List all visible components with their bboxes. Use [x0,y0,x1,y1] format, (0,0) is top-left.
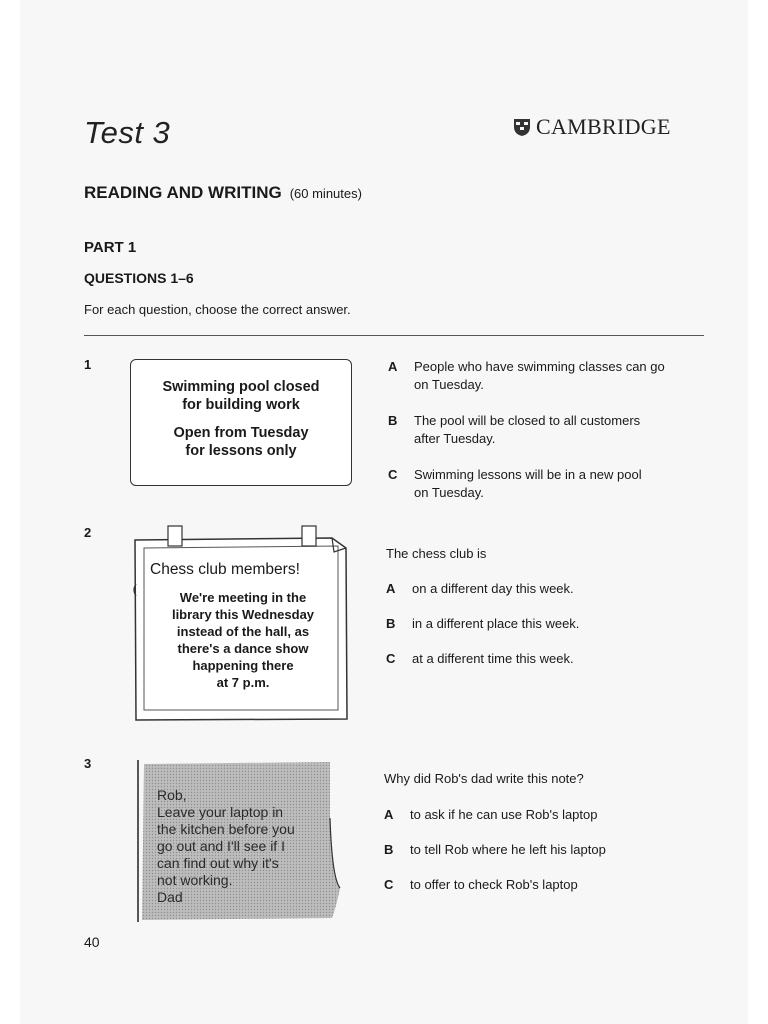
option-letter: B [388,413,398,428]
option-text: in a different place this week. [412,616,580,631]
notice-line: at 7 p.m. [216,675,270,690]
option-text: to ask if he can use Rob's laptop [410,807,598,822]
notice-line: We're meeting in the [179,590,307,605]
questions-heading: QUESTIONS 1–6 [84,270,194,286]
divider [84,335,704,336]
cambridge-logo [512,114,671,140]
note-line: not working. [157,872,233,888]
question-stem: Why did Rob's dad write this note? [384,771,584,786]
section-title: READING AND WRITING [84,183,282,202]
swimming-pool-notice [130,359,352,486]
instruction-text: For each question, choose the correct answer. [84,302,351,317]
option-text: Swimming lessons will be in a new pool [414,467,642,482]
rob-note-text [157,787,337,906]
section-duration: (60 minutes) [289,186,362,201]
notice-line: Swimming pool closed [162,379,320,395]
option-letter: C [386,651,396,666]
answer-option-a[interactable] [386,580,706,598]
answer-option-a[interactable] [388,358,708,394]
notice-line: library this Wednesday [171,607,315,622]
question-stem: The chess club is [386,546,487,561]
notice-line: happening there [192,658,294,673]
option-text: at a different time this week. [412,651,574,666]
note-line: the kitchen before you [157,821,295,837]
option-letter: C [384,877,394,892]
option-text: to tell Rob where he left his laptop [410,842,606,857]
section-heading [84,183,362,203]
answer-option-b[interactable] [388,412,708,448]
option-letter: C [388,467,398,482]
option-text: to offer to check Rob's laptop [410,877,578,892]
notice-line: instead of the hall, as [176,624,310,639]
option-text: People who have swimming classes can go [414,359,665,374]
notice-line: there's a dance show [177,641,309,656]
option-letter: A [384,807,394,822]
option-letter: A [386,581,396,596]
chess-notice-text [150,561,336,691]
note-line: go out and I'll see if I [157,838,285,854]
note-line: Dad [157,889,183,905]
notice-title: Chess club members! [150,561,300,578]
page-number: 40 [84,934,100,950]
page-background [20,0,748,1024]
notice-line: for building work [182,397,300,413]
note-line: Rob, [157,787,187,803]
option-text: after Tuesday. [414,431,496,446]
answer-option-c[interactable] [388,466,708,502]
notice-line: for lessons only [185,443,297,459]
answer-option-a[interactable] [384,806,704,824]
crest-icon [512,117,532,137]
test-title: Test 3 [84,115,171,150]
option-text: on Tuesday. [414,377,484,392]
question-number: 1 [84,357,92,372]
tape-icon [168,526,182,546]
logo-text: CAMBRIDGE [536,114,671,139]
notice-line: Open from Tuesday [173,425,309,441]
answer-option-b[interactable] [384,841,704,859]
part-heading: PART 1 [84,239,137,256]
tape-icon [302,526,316,546]
option-text: The pool will be closed to all customers [414,413,641,428]
option-letter: B [384,842,394,857]
question-number: 3 [84,756,92,771]
option-text: on Tuesday. [414,485,484,500]
note-line: can find out why it's [157,855,279,871]
answer-option-c[interactable] [384,876,704,894]
question-number: 2 [84,525,92,540]
option-text: on a different day this week. [412,581,574,596]
option-letter: B [386,616,396,631]
answer-option-c[interactable] [386,650,706,668]
option-letter: A [388,359,398,374]
answer-option-b[interactable] [386,615,706,633]
note-line: Leave your laptop in [157,804,284,820]
